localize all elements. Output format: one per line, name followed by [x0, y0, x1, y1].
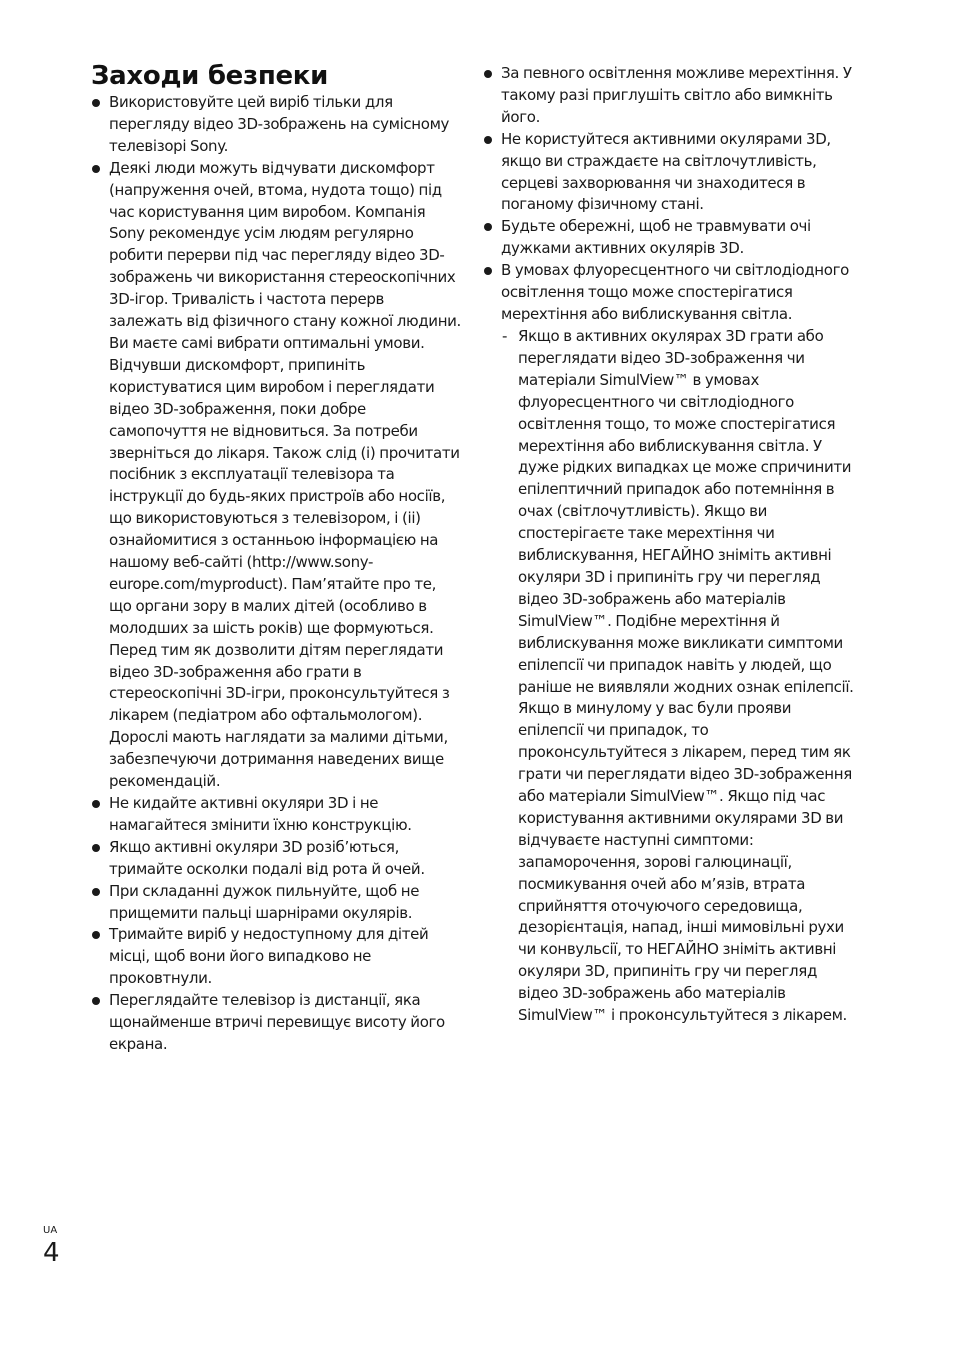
- sub-item-text: Якщо в активних окулярах 3D грати або переглядати відео 3D-зображення чи матеріали SimulView™ в умовах флуоресцентного чи світлодіодного освітлення тощо, то може спостерігатися мерехтіння або виблискування світла. У дуже рідких випадках це може спричинити епілептичний припадок або потемніння в очах (світлочутливість). Якщо ви спостерігаєте таке мерехтіння чи виблискування, НЕГАЙНО зніміть активні окуляри 3D і припиніть гру чи перегляд відео 3D-зображень або матеріалів SimulView™. Подібне мерехтіння й виблискування може викликати симптоми епілепсії чи припадок навіть у людей, що раніше не виявляли жодних ознак епілепсії. Якщо в минулому у вас були прояви епілепсії чи припадок, то проконсультуйтеся з лікарем, перед тим як грати чи переглядати відео 3D-зображення або матеріали SimulView™. Якщо під час користування активними окулярами 3D ви відчуваєте наступні симптоми: запаморочення, зорові галюцинації, посмикування очей або м’язів, втрата сприйняття оточуючого середовища, дезорієнтація, напад, інші мимовільні рухи чи конвульсії, то НЕГАЙНО зніміть активні окуляри 3D, припиніть гру чи перегляд відео 3D-зображень або матеріалів SimulView™ і проконсультуйтеся з лікарем.: [518, 327, 854, 1025]
- list-item: За певного освітлення можливе мерехтіння. У такому разі приглушіть світло або вимкніть його.: [483, 63, 855, 129]
- dash-marker: -: [502, 327, 508, 345]
- list-item: Будьте обережні, щоб не травмувати очі дужками активних окулярів 3D.: [483, 216, 855, 260]
- list-item: Не кидайте активні окуляри 3D і не намагайтеся змінити їхню конструкцію.: [91, 793, 461, 837]
- list-item: При складанні дужок пильнуйте, щоб не прищемити пальці шарнірами окулярів.: [91, 881, 461, 925]
- list-item: Використовуйте цей виріб тільки для перегляду відео 3D-зображень на сумісному телевізорі Sony.: [91, 92, 461, 158]
- left-column-list: [91, 92, 461, 1056]
- page-title: Заходи безпеки: [91, 61, 329, 91]
- list-item: В умовах флуоресцентного чи світлодіодного освітлення тощо може спостерігатися мерехтіння або виблискування світла.: [483, 260, 855, 326]
- language-label: UA: [43, 1225, 58, 1236]
- list-item: Тримайте виріб у недоступному для дітей місці, щоб вони його випадково не проковтнули.: [91, 924, 461, 990]
- list-item: Деякі люди можуть відчувати дискомфорт (напруження очей, втома, нудота тощо) під час користування цим виробом. Компанія Sony рекомендує усім людям регулярно робити перерви під час перегляду відео 3D-зображень чи використання стереоскопічних 3D-ігор. Тривалість і частота перерв залежать від фізичного стану кожної людини. Ви маєте самі вибрати оптимальні умови. Відчувши дискомфорт, припиніть користуватися цим виробом і переглядати відео 3D-зображення, поки добре самопочуття не відновиться. За потреби зверніться до лікаря. Також слід (і) прочитати посібник з експлуатації телевізора та інструкції до будь-яких пристроїв або носіїв, що використовуються з телевізором, і (ii) ознайомитися з останньою інформацією на нашому веб-сайті (http://www.sony-europe.com/myproduct). Пам’ятайте про те, що органи зору в малих дітей (особливо в молодших за шість років) ще формуються. Перед тим як дозволити дітям переглядати відео 3D-зображення або грати в стереоскопічні 3D-ігри, проконсультуйтеся з лікарем (педіатром або офтальмологом). Дорослі мають наглядати за малими дітьми, забезпечуючи дотримання наведених вище рекомендацій.: [91, 158, 461, 793]
- sub-item-block: [483, 326, 855, 1027]
- list-item: Переглядайте телевізор із дистанції, яка щонайменше втричі перевищує висоту його екрана.: [91, 990, 461, 1056]
- right-column-list: [483, 63, 855, 326]
- list-item: Якщо активні окуляри 3D розіб’ються, тримайте осколки подалі від рота й очей.: [91, 837, 461, 881]
- page-number: 4: [43, 1238, 60, 1268]
- list-item: Не користуйтеся активними окулярами 3D, якщо ви страждаєте на світлочутливість, серцеві захворювання чи знаходитеся в поганому фізичному стані.: [483, 129, 855, 217]
